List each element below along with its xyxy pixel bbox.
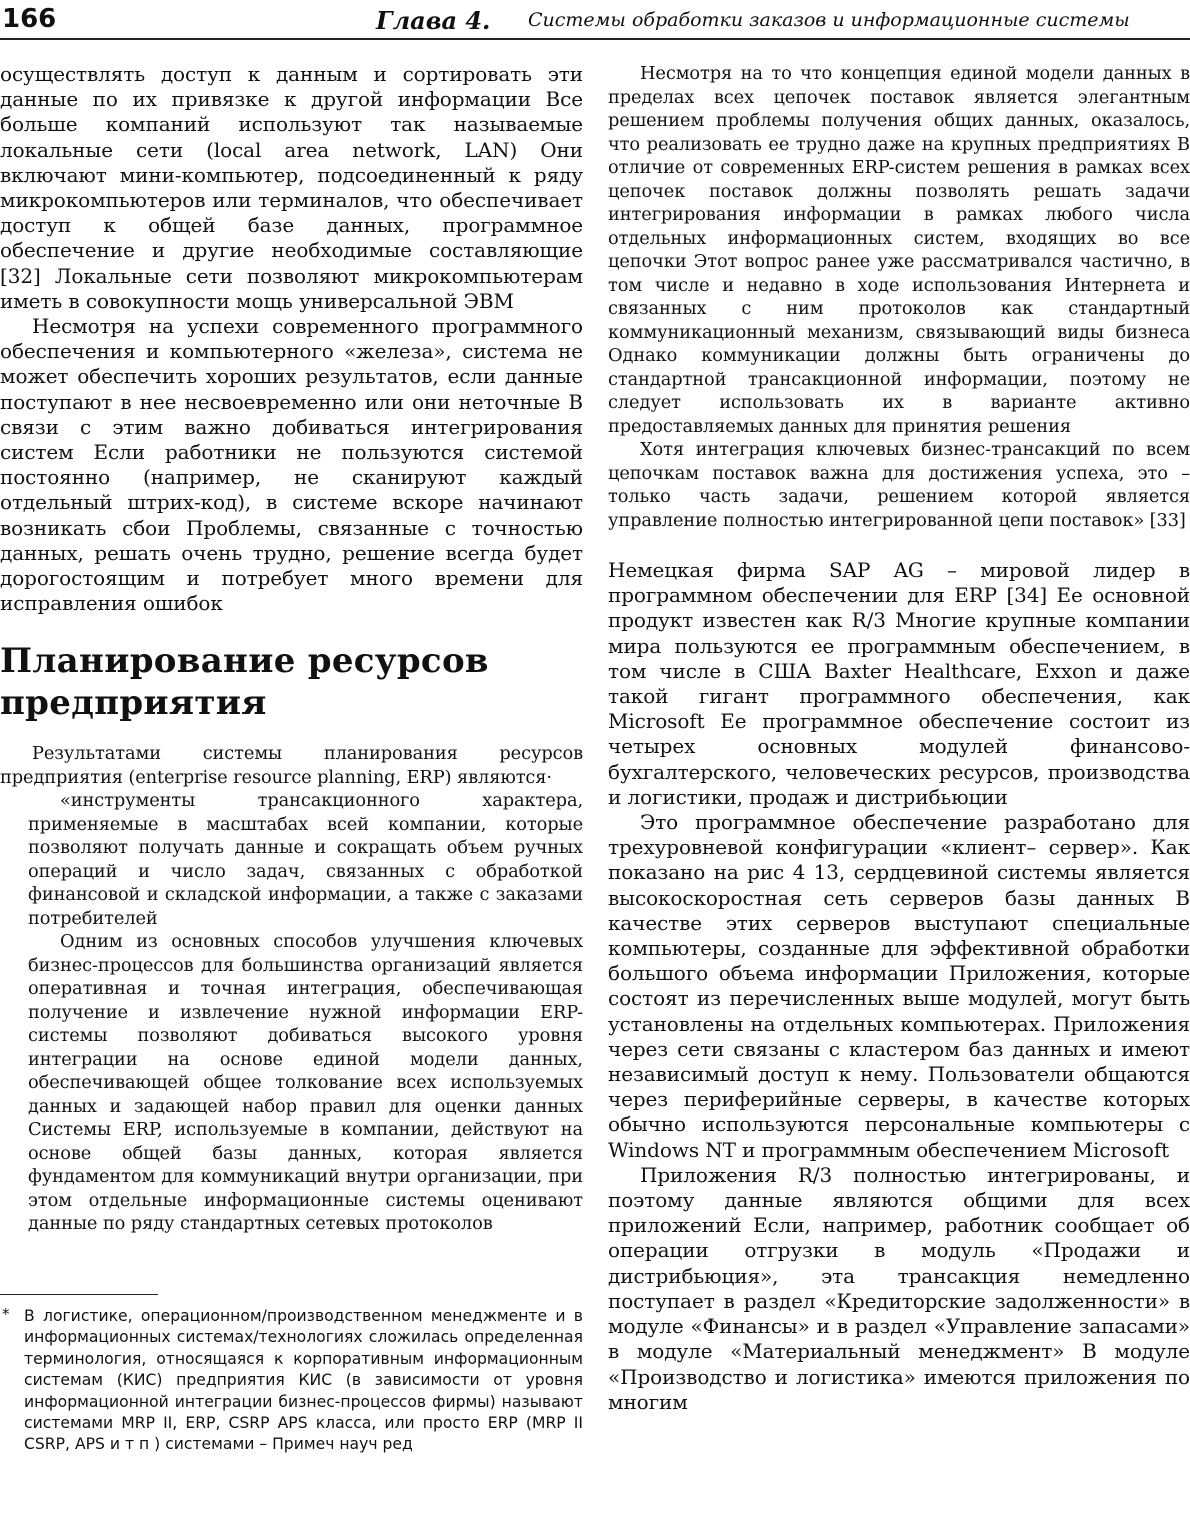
section-heading: Планирование ресурсов предприятия (0, 641, 489, 724)
paragraph: осуществлять доступ к данным и сортировать эти данные по их привязке к другой информации Все больше компаний используют так называемые локальные сети (local area network, LAN) Они включают мини-компьютер, подсоединенный к ряду микрокомпьютеров или терминалов, что обеспечивает доступ к общей базе данных, программное обеспечение и другие необходимые составляющие [32] Локальные сети позволяют микрокомпьютерам иметь в совокупности мощь универсальной ЭВМ (0, 62, 583, 313)
paragraph: Это программное обеспечение разработано для трехуровневой конфигурации «клиент– сервер». Как показано на рис 4 13, сердцевиной системы является высокоскоростная сеть серверов базы данных В качестве этих серверов выступают специальные компьютеры, созданные для эффективной обработки большого объема информации Приложения, которые состоят из перечисленных выше модулей, могут быть установлены на отдельных компьютерах. Приложения через сети связаны с кластером баз данных и имеют независимый доступ к нему. Пользователи общаются через периферийные серверы, в качестве которых обычно используются персональные компьютеры с Windows NT и программным обеспечением Microsoft (608, 810, 1190, 1162)
paragraph: Результатами системы планирования ресурсов предприятия (enterprise resource planning, ERP) являются· (0, 743, 583, 788)
right-column (608, 62, 1190, 1415)
block-quote (28, 789, 583, 1236)
paragraph: Несмотря на то что концепция единой модели данных в пределах всех цепочек поставок является элегантным решением проблемы получения общих данных, оказалось, что реализовать ее трудно даже на крупных предприятиях В отличие от современных ERP-систем решения в рамках всех цепочек поставок должны позволять решать задачи интегрирования информации в рамках любого числа отдельных информационных систем, входящих во все цепочки Этот вопрос ранее уже рассматривался частично, в том числе и недавно в ходе использования Интернета и связанных с ним протоколов как стандартный коммуникационный механизм, связывающий виды бизнеса Однако коммуникации должны быть ограничены до стандартной трансакционной информации, поэтому не следует использовать их в варианте активно предоставляемых данных для принятия решения (608, 63, 1190, 437)
footnote-mark: * (2, 1305, 10, 1323)
running-title: Системы обработки заказов и информационные системы (528, 9, 1130, 31)
footnote-text: В логистике, операционном/производственном менеджменте и в информационных системах/технологиях сложилась определенная терминология, относящаяся к корпоративным информационным системам (КИС) предприятия КИС (в зависимости от уровня информационной интеграции бизнес-процессов фирмы) называют системами MRP II, ERP, CSRP APS класса, или просто ERP (MRP II CSRP, APS и т п ) системами – Примеч науч ред (24, 1307, 583, 1454)
spacer (608, 532, 1190, 558)
paragraph: Хотя интеграция ключевых бизнес-трансакций по всем цепочкам поставок важна для достижения успеха, это – только часть задачи, решением которой является управление полностью интегрированной цепи поставок» [33] (608, 439, 1190, 531)
page-number: 166 (2, 4, 57, 34)
quote-paragraph: «инструменты трансакционного характера, применяемые в масштабах всей компании, которые позволяют получать данные и сокращать объем ручных операций и число задач, связанных с обработкой финансовой и складской информации, а также с заказами потребителей (28, 790, 583, 929)
footnote-divider (0, 1294, 158, 1295)
page-header (0, 0, 1190, 40)
quote-paragraph: Одним из основных способов улучшения ключевых бизнес-процессов для большинства организаций является оперативная и точная интеграция, обеспечивающая получение и извлечение нужной информации ERP-системы позволяют добиваться высокого уровня интеграции на основе единой модели данных, обеспечивающей общее толкование всех используемых данных и задающей набор правил для оценки данных Системы ERP, используемые в компании, действуют на основе общей базы данных, которая является фундаментом для коммуникаций внутри организации, при этом отдельные информационные системы оценивают данные по ряду стандартных сетевых протоколов (28, 931, 583, 1235)
chapter-label: Глава 4. (376, 6, 491, 35)
paragraph: Приложения R/3 полностью интегрированы, и поэтому данные являются общими для всех приложений Если, например, работник сообщает об операции отгрузки в модуль «Продажи и дистрибьюция», эта трансакция немедленно поступает в раздел «Кредиторские задолженности» в модуле «Финансы» и в раздел «Управление запасами» в модуле «Материальный менеджмент» В модуле «Производство и логистика» имеются приложения по многим (608, 1162, 1190, 1414)
paragraph: Немецкая фирма SAP AG – мировой лидер в программном обеспечении для ERP [34] Ее основной продукт известен как R/3 Многие крупные компании мира пользуются ее программным обеспечением, в том числе в США Baxter Healthcare, Exxon и даже такой гигант программного обеспечения, как Microsoft Ее программное обеспечение состоит из четырех основных модулей финансово-бухгалтерского, человеческих ресурсов, производства и логистики, продаж и дистрибьюции (608, 558, 1190, 809)
footnote (0, 1306, 583, 1456)
left-column (0, 62, 583, 1236)
paragraph: Несмотря на успехи современного программного обеспечения и компьютерного «железа», система не может обеспечить хороших результатов, если данные поступают в нее несвоевременно или они неточные В связи с этим важно добиваться интегрирования систем Если работники не пользуются системой постоянно (например, не сканируют каждый отдельный штрих-код), в системе вскоре начинают возникать сбои Проблемы, связанные с точностью данных, решать очень трудно, решение всегда будет дорогостоящим и потребует много времени для исправления ошибок (0, 314, 583, 616)
